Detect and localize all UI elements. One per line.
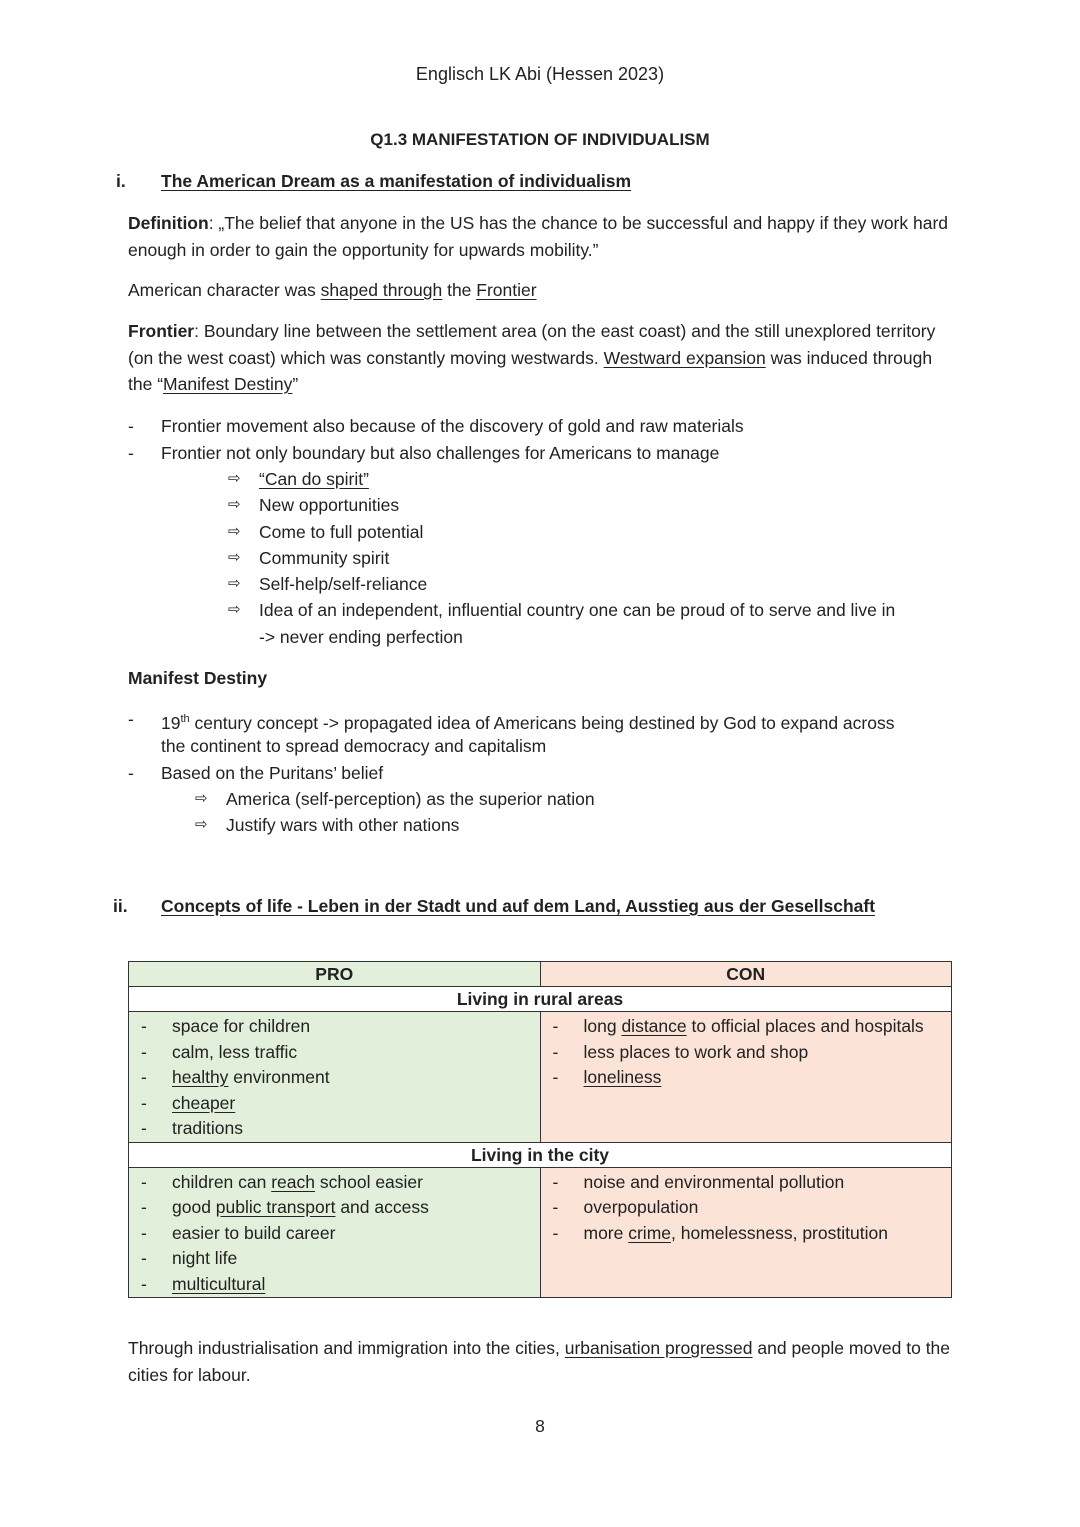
century-number: 19 xyxy=(161,712,181,733)
sub-item: Idea of an independent, influential country one can be proud of to serve and live in xyxy=(259,600,896,620)
shaped-through-term: shaped through xyxy=(320,280,443,300)
item-text: traditions xyxy=(172,1118,244,1138)
bullet-dash: - xyxy=(552,1222,559,1243)
arrow-icon: ⇨ xyxy=(228,496,241,513)
manifest-sub-item: Justify wars with other nations xyxy=(226,815,460,835)
bullet-dash: - xyxy=(141,1118,147,1138)
list-item xyxy=(129,1170,540,1196)
item-underlined-term: public transport xyxy=(215,1197,336,1217)
item-text: long xyxy=(583,1016,622,1036)
sub-item-continuation: -> never ending perfection xyxy=(259,627,463,647)
item-text: less places to work and shop xyxy=(583,1041,809,1062)
bullet-dash: - xyxy=(128,763,134,783)
list-item xyxy=(129,1065,540,1091)
frontier-text: : Boundary line between the settlement area (on the east coast) and the still unexplored territory (on the west coast) which was constantly moving westwards. xyxy=(128,321,936,368)
arrow-icon: ⇨ xyxy=(228,575,241,592)
pro-header: PRO xyxy=(129,962,541,987)
manifest-sub-item: America (self-perception) as the superior nation xyxy=(226,789,595,809)
character-text: American character was xyxy=(128,280,321,300)
table-header-row xyxy=(129,962,952,987)
arrow-icon: ⇨ xyxy=(195,790,208,807)
frontier-bullet-1: Frontier movement also because of the discovery of gold and raw materials xyxy=(161,416,744,436)
manifest-bullet-1-line2: the continent to spread democracy and capitalism xyxy=(161,736,547,756)
bullet-dash: - xyxy=(141,1197,147,1217)
item-text: and access xyxy=(335,1197,429,1217)
arrow-icon: ⇨ xyxy=(228,549,241,566)
bullet-dash: - xyxy=(552,1041,559,1062)
arrow-icon: ⇨ xyxy=(228,470,241,487)
rural-label-row xyxy=(129,987,952,1012)
city-row xyxy=(129,1167,952,1298)
city-pro-list xyxy=(129,1168,540,1298)
manifest-bullet-1-text: century concept -> propagated idea of Americans being destined by God to expand across xyxy=(189,712,895,733)
manifest-destiny-term: Manifest Destiny xyxy=(163,374,293,394)
item-text: more xyxy=(583,1222,629,1243)
page-title: Q1.3 MANIFESTATION OF INDIVIDUALISM xyxy=(370,130,710,149)
sub-item: Self-help/self-reliance xyxy=(259,574,428,594)
list-item xyxy=(129,1040,540,1066)
rural-con-cell xyxy=(540,1012,952,1143)
frontier-text-mid: was induced through the “ xyxy=(128,347,933,394)
arrow-icon: ⇨ xyxy=(228,523,241,540)
rural-category-label: Living in rural areas xyxy=(129,987,952,1012)
list-item xyxy=(129,1091,540,1117)
city-con-cell xyxy=(540,1167,952,1298)
bullet-dash: - xyxy=(141,1067,147,1087)
bullet-dash: - xyxy=(552,1067,559,1087)
item-underlined-term: distance xyxy=(621,1016,687,1036)
item-underlined-term: cheaper xyxy=(172,1092,236,1113)
sub-item: Come to full potential xyxy=(259,522,424,542)
bullet-dash: - xyxy=(141,1273,147,1294)
sub-item: New opportunities xyxy=(259,495,400,515)
frontier-term: Frontier xyxy=(476,280,537,300)
closing-paragraph xyxy=(128,1335,968,1388)
list-item xyxy=(541,1014,952,1040)
list-item xyxy=(129,1272,540,1298)
arrow-icon: ⇨ xyxy=(228,601,241,618)
bullet-dash: - xyxy=(128,443,134,463)
section-number-1: i. xyxy=(116,171,126,191)
item-text: overpopulation xyxy=(583,1197,699,1217)
item-underlined-term: reach xyxy=(271,1171,316,1192)
city-pro-cell xyxy=(129,1167,541,1298)
rural-con-list xyxy=(541,1012,952,1091)
character-text-mid: the xyxy=(442,280,477,300)
city-label-row xyxy=(129,1142,952,1167)
bullet-dash: - xyxy=(552,1016,559,1036)
list-item xyxy=(541,1065,952,1091)
bullet-dash: - xyxy=(141,1092,147,1113)
definition-paragraph xyxy=(128,210,958,263)
bullet-dash: - xyxy=(141,1171,147,1192)
bullet-dash: - xyxy=(141,1016,147,1036)
closing-text: Through industrialisation and immigration into the cities, xyxy=(128,1338,565,1358)
list-item xyxy=(541,1040,952,1066)
city-category-label: Living in the city xyxy=(129,1142,952,1167)
item-text: good xyxy=(172,1197,216,1217)
westward-expansion-term: Westward expansion xyxy=(603,347,766,368)
bullet-dash: - xyxy=(128,709,134,729)
item-text: environment xyxy=(228,1067,330,1087)
item-text: noise and environmental pollution xyxy=(583,1171,845,1192)
definition-label: Definition xyxy=(128,213,209,233)
rural-row xyxy=(129,1012,952,1143)
list-item xyxy=(541,1170,952,1196)
pro-con-table xyxy=(128,961,952,1298)
item-text: school easier xyxy=(315,1171,423,1192)
con-header: CON xyxy=(540,962,952,987)
manifest-bullet-2: Based on the Puritans’ belief xyxy=(161,763,384,783)
section-heading-2: Concepts of life - Leben in der Stadt und auf dem Land, Ausstieg aus der Gesellschaft xyxy=(161,896,876,916)
city-con-list xyxy=(541,1168,952,1247)
item-text: children can xyxy=(172,1171,272,1192)
rural-pro-cell xyxy=(129,1012,541,1143)
list-item xyxy=(129,1246,540,1272)
list-item xyxy=(541,1221,952,1247)
list-item xyxy=(129,1221,540,1247)
list-item xyxy=(129,1116,540,1142)
frontier-label: Frontier xyxy=(128,321,195,341)
item-underlined-term: loneliness xyxy=(583,1067,662,1087)
frontier-paragraph xyxy=(128,318,958,398)
item-text: night life xyxy=(172,1248,238,1268)
item-text: , homelessness, prostitution xyxy=(671,1222,888,1243)
frontier-text-end: ” xyxy=(292,374,299,394)
bullet-dash: - xyxy=(141,1041,147,1062)
sub-item: “Can do spirit” xyxy=(259,469,369,489)
arrow-icon: ⇨ xyxy=(195,816,208,833)
section-heading-1: The American Dream as a manifestation of individualism xyxy=(161,171,632,191)
item-underlined-term: crime xyxy=(628,1222,672,1243)
item-text: to official places and hospitals xyxy=(686,1016,924,1036)
bullet-dash: - xyxy=(128,416,134,436)
item-text: space for children xyxy=(172,1016,311,1036)
page-number: 8 xyxy=(535,1416,545,1436)
bullet-dash: - xyxy=(552,1197,559,1217)
section-number-2: ii. xyxy=(113,896,128,916)
list-item xyxy=(129,1195,540,1221)
document-header: Englisch LK Abi (Hessen 2023) xyxy=(415,64,665,84)
item-text: calm, less traffic xyxy=(172,1041,298,1062)
manifest-destiny-heading: Manifest Destiny xyxy=(128,668,268,688)
item-underlined-term: multicultural xyxy=(172,1273,266,1294)
closing-text-end: and people moved to the cities for labour. xyxy=(128,1338,951,1385)
item-text: easier to build career xyxy=(172,1222,336,1243)
item-underlined-term: healthy xyxy=(172,1067,229,1087)
manifest-bullet-1 xyxy=(161,706,961,736)
bullet-dash: - xyxy=(552,1171,559,1192)
bullet-dash: - xyxy=(141,1222,147,1243)
definition-text: : „The belief that anyone in the US has the chance to be successful and happy if they work hard enough in order to gain the opportunity for upwards mobility.” xyxy=(128,213,949,260)
urbanisation-term: urbanisation progressed xyxy=(564,1338,753,1358)
list-item xyxy=(541,1195,952,1221)
rural-pro-list xyxy=(129,1012,540,1142)
list-item xyxy=(129,1014,540,1040)
bullet-dash: - xyxy=(141,1248,147,1268)
frontier-bullet-2: Frontier not only boundary but also challenges for Americans to manage xyxy=(161,443,720,463)
century-suffix: th xyxy=(180,713,190,725)
sub-item: Community spirit xyxy=(259,548,390,568)
character-paragraph xyxy=(128,277,958,304)
